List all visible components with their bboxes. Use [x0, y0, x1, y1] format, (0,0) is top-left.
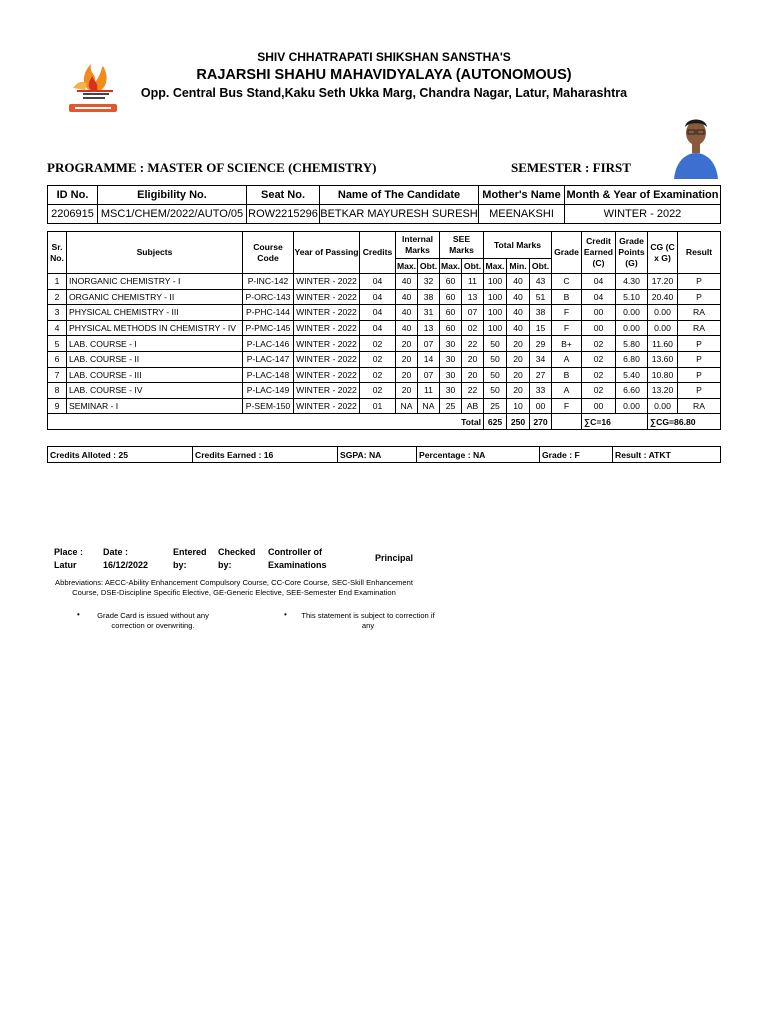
header-total-min: Min.	[507, 259, 530, 274]
grade-points: 4.30	[616, 274, 648, 290]
controller-label: Controller of	[268, 547, 322, 557]
total-obt: 27	[530, 367, 552, 383]
header-mothers-name: Mother's Name	[479, 186, 565, 205]
subject-name: LAB. COURSE - III	[67, 367, 243, 383]
sr-no: 1	[48, 274, 67, 290]
see-max: 30	[440, 351, 462, 367]
table-row	[48, 274, 721, 290]
table-row	[48, 336, 721, 352]
entered-by-label: Entered	[173, 547, 207, 557]
see-max: 25	[440, 398, 462, 414]
result: RA	[678, 398, 721, 414]
internal-max: 20	[396, 351, 418, 367]
year-of-passing: WINTER - 2022	[294, 383, 360, 399]
header-cg: CG (C x G)	[648, 232, 678, 274]
subject-name: LAB. COURSE - I	[67, 336, 243, 352]
cg: 20.40	[648, 289, 678, 305]
header-id-no: ID No.	[48, 186, 98, 205]
controller-block	[268, 546, 327, 572]
marks-table-body	[48, 274, 721, 430]
abbreviations-note: Abbreviations: AECC-Ability Enhancement Compulsory Course, CC-Core Course, SEC-Skill Enhancement Course, DSE-Discipline Specific Elective, GE-Generic Elective, SEE-Semester End Examination	[55, 578, 413, 597]
credits: 04	[360, 289, 396, 305]
student-info-header-row	[48, 186, 721, 205]
grade: C	[552, 274, 582, 290]
internal-obt: 31	[418, 305, 440, 321]
cg: 0.00	[648, 305, 678, 321]
marks-table-head	[48, 232, 721, 274]
total-obt: 15	[530, 320, 552, 336]
credits: 04	[360, 320, 396, 336]
principal-label: Principal	[375, 553, 414, 563]
grade: F	[552, 398, 582, 414]
internal-max: 20	[396, 336, 418, 352]
year-of-passing: WINTER - 2022	[294, 274, 360, 290]
grade-points: 5.40	[616, 367, 648, 383]
see-obt: 20	[462, 367, 484, 383]
result: P	[678, 274, 721, 290]
total-obt: 34	[530, 351, 552, 367]
marks-header-row-1	[48, 232, 721, 259]
year-of-passing: WINTER - 2022	[294, 320, 360, 336]
see-max: 30	[440, 367, 462, 383]
result: RA	[678, 305, 721, 321]
subject-name: PHYSICAL CHEMISTRY - III	[67, 305, 243, 321]
total-obt: 43	[530, 274, 552, 290]
date-value: 16/12/2022	[103, 560, 149, 570]
candidate-photo	[670, 109, 722, 179]
header-see-marks: SEE Marks	[440, 232, 484, 259]
correction-note: This statement is subject to correction if any	[301, 611, 435, 630]
sr-no: 3	[48, 305, 67, 321]
course-code: P-LAC-147	[243, 351, 294, 367]
date-label: Date :	[103, 547, 129, 557]
semester-title: SEMESTER : FIRST	[511, 160, 631, 175]
entered-by-block	[173, 546, 207, 572]
header-course-code: Course Code	[243, 232, 294, 274]
total-grade-blank	[552, 414, 582, 430]
internal-obt: 07	[418, 367, 440, 383]
subject-name: LAB. COURSE - IV	[67, 383, 243, 399]
internal-obt: 14	[418, 351, 440, 367]
grade: F	[552, 320, 582, 336]
cg: 0.00	[648, 320, 678, 336]
subject-name: ORGANIC CHEMISTRY - II	[67, 289, 243, 305]
grade: A	[552, 383, 582, 399]
internal-obt: NA	[418, 398, 440, 414]
total-obt: 51	[530, 289, 552, 305]
see-max: 60	[440, 320, 462, 336]
total-obt: 38	[530, 305, 552, 321]
grade-points: 5.80	[616, 336, 648, 352]
year-of-passing: WINTER - 2022	[294, 289, 360, 305]
seat-no-value: ROW2215296	[247, 205, 320, 224]
table-row	[48, 320, 721, 336]
credits: 02	[360, 383, 396, 399]
header-eligibility-no: Eligibility No.	[98, 186, 247, 205]
header-subjects: Subjects	[67, 232, 243, 274]
internal-obt: 32	[418, 274, 440, 290]
sr-no: 7	[48, 367, 67, 383]
grade: B+	[552, 336, 582, 352]
internal-max: 40	[396, 274, 418, 290]
credits: 04	[360, 274, 396, 290]
subject-name: INORGANIC CHEMISTRY - I	[67, 274, 243, 290]
header-internal-obt: Obt.	[418, 259, 440, 274]
see-max: 60	[440, 305, 462, 321]
table-row	[48, 398, 721, 414]
total-min: 20	[507, 383, 530, 399]
year-of-passing: WINTER - 2022	[294, 336, 360, 352]
table-row	[48, 289, 721, 305]
grade: F	[552, 305, 582, 321]
total-min: 20	[507, 351, 530, 367]
credit-earned: 02	[582, 383, 616, 399]
percentage: Percentage : NA	[417, 447, 540, 463]
grade: B	[552, 367, 582, 383]
eligibility-no-value: MSC1/CHEM/2022/AUTO/05	[98, 205, 247, 224]
total-max: 100	[484, 320, 507, 336]
final-grade: Grade : F	[540, 447, 613, 463]
checked-by-label: Checked	[218, 547, 256, 557]
header-credit-earned: Credit Earned (C)	[582, 232, 616, 274]
internal-max: 40	[396, 305, 418, 321]
total-max: 50	[484, 367, 507, 383]
course-code: P-LAC-146	[243, 336, 294, 352]
header-sr-no: Sr. No.	[48, 232, 67, 274]
total-min: 40	[507, 274, 530, 290]
credits-earned: Credits Earned : 16	[193, 447, 338, 463]
header-total-obt: Obt.	[530, 259, 552, 274]
grade-points: 0.00	[616, 320, 648, 336]
header-candidate-name: Name of The Candidate	[320, 186, 479, 205]
header-see-max: Max.	[440, 259, 462, 274]
see-obt: 02	[462, 320, 484, 336]
see-obt: 13	[462, 289, 484, 305]
course-code: P-LAC-148	[243, 367, 294, 383]
credit-earned: 02	[582, 336, 616, 352]
totals-row	[48, 414, 721, 430]
grade-points: 0.00	[616, 305, 648, 321]
total-min: 40	[507, 320, 530, 336]
header-total-max: Max.	[484, 259, 507, 274]
subject-name: PHYSICAL METHODS IN CHEMISTRY - IV	[67, 320, 243, 336]
total-min: 40	[507, 305, 530, 321]
header-year-of-passing: Year of Passing	[294, 232, 360, 274]
place-label: Place :	[54, 547, 84, 557]
header-total-marks: Total Marks	[484, 232, 552, 259]
total-max: 25	[484, 398, 507, 414]
student-info-value-row	[48, 205, 721, 224]
total-min: 20	[507, 367, 530, 383]
internal-max: 40	[396, 320, 418, 336]
table-row	[48, 351, 721, 367]
final-result: Result : ATKT	[613, 447, 721, 463]
grade-points: 6.60	[616, 383, 648, 399]
header-internal-marks: Internal Marks	[396, 232, 440, 259]
see-max: 60	[440, 274, 462, 290]
result: P	[678, 383, 721, 399]
header-grade: Grade	[552, 232, 582, 274]
year-of-passing: WINTER - 2022	[294, 398, 360, 414]
grade-points: 6.80	[616, 351, 648, 367]
see-obt: 20	[462, 351, 484, 367]
sr-no: 8	[48, 383, 67, 399]
see-max: 30	[440, 336, 462, 352]
summary-row	[48, 447, 721, 463]
result: P	[678, 336, 721, 352]
result: P	[678, 289, 721, 305]
header-see-obt: Obt.	[462, 259, 484, 274]
total-max: 50	[484, 351, 507, 367]
internal-max: 20	[396, 367, 418, 383]
year-of-passing: WINTER - 2022	[294, 367, 360, 383]
total-obt: 00	[530, 398, 552, 414]
see-max: 60	[440, 289, 462, 305]
year-of-passing: WINTER - 2022	[294, 305, 360, 321]
table-row	[48, 383, 721, 399]
id-no-value: 2206915	[48, 205, 98, 224]
grade-points: 0.00	[616, 398, 648, 414]
credit-earned: 02	[582, 351, 616, 367]
cg: 17.20	[648, 274, 678, 290]
credit-earned: 02	[582, 367, 616, 383]
total-max: 100	[484, 274, 507, 290]
credit-earned: 00	[582, 320, 616, 336]
cg: 13.20	[648, 383, 678, 399]
institution-society: SHIV CHHATRAPATI SHIKSHAN SANSTHA'S	[257, 50, 511, 64]
grade: A	[552, 351, 582, 367]
sgpa: SGPA: NA	[338, 447, 417, 463]
sum-cg: ∑CG=86.80	[648, 414, 721, 430]
course-code: P-LAC-149	[243, 383, 294, 399]
course-code: P-PHC-144	[243, 305, 294, 321]
bullet-icon: •	[284, 610, 287, 619]
programme-title: PROGRAMME : MASTER OF SCIENCE (CHEMISTRY)	[47, 160, 377, 175]
header-seat-no: Seat No.	[247, 186, 320, 205]
marks-table	[47, 231, 721, 430]
credit-earned: 00	[582, 398, 616, 414]
credits: 04	[360, 305, 396, 321]
checked-by-block	[218, 546, 256, 572]
total-min: 10	[507, 398, 530, 414]
course-code: P-PMC-145	[243, 320, 294, 336]
grade-card-note: Grade Card is issued without any correction or overwriting.	[97, 611, 209, 630]
result: P	[678, 351, 721, 367]
see-obt: 07	[462, 305, 484, 321]
header-result: Result	[678, 232, 721, 274]
internal-obt: 11	[418, 383, 440, 399]
year-of-passing: WINTER - 2022	[294, 351, 360, 367]
sr-no: 4	[48, 320, 67, 336]
sr-no: 9	[48, 398, 67, 414]
course-code: P-SEM-150	[243, 398, 294, 414]
student-info-table	[47, 185, 721, 224]
total-obt-sum: 270	[530, 414, 552, 430]
entered-by-suffix: by:	[173, 560, 187, 570]
total-obt: 33	[530, 383, 552, 399]
credits: 01	[360, 398, 396, 414]
course-code: P-INC-142	[243, 274, 294, 290]
checked-by-suffix: by:	[218, 560, 232, 570]
credits-alloted: Credits Alloted : 25	[48, 447, 193, 463]
sr-no: 6	[48, 351, 67, 367]
college-address: Opp. Central Bus Stand,Kaku Seth Ukka Marg, Chandra Nagar, Latur, Maharashtra	[140, 86, 628, 100]
candidate-name-value: BETKAR MAYURESH SURESH	[320, 205, 479, 224]
place-value: Latur	[54, 560, 77, 570]
header-exam-month-year: Month & Year of Examination	[565, 186, 721, 205]
see-obt: 22	[462, 336, 484, 352]
subject-name: SEMINAR - I	[67, 398, 243, 414]
credit-earned: 04	[582, 274, 616, 290]
cg: 13.60	[648, 351, 678, 367]
place-block	[54, 546, 83, 572]
sr-no: 2	[48, 289, 67, 305]
see-max: 30	[440, 383, 462, 399]
college-logo-icon	[67, 60, 119, 114]
header-credits: Credits	[360, 232, 396, 274]
total-max: 50	[484, 383, 507, 399]
header-internal-max: Max.	[396, 259, 418, 274]
subject-name: LAB. COURSE - II	[67, 351, 243, 367]
credits: 02	[360, 367, 396, 383]
credits: 02	[360, 351, 396, 367]
internal-max: 20	[396, 383, 418, 399]
grade-points: 5.10	[616, 289, 648, 305]
cg: 0.00	[648, 398, 678, 414]
total-label: Total	[48, 414, 484, 430]
exam-month-year-value: WINTER - 2022	[565, 205, 721, 224]
total-max: 100	[484, 289, 507, 305]
internal-obt: 07	[418, 336, 440, 352]
controller-suffix: Examinations	[268, 560, 327, 570]
internal-max: 40	[396, 289, 418, 305]
internal-max: NA	[396, 398, 418, 414]
result: RA	[678, 320, 721, 336]
grade: B	[552, 289, 582, 305]
see-obt: 11	[462, 274, 484, 290]
total-max-sum: 625	[484, 414, 507, 430]
total-min: 20	[507, 336, 530, 352]
sr-no: 5	[48, 336, 67, 352]
result-summary-table	[47, 446, 721, 463]
table-row	[48, 367, 721, 383]
cg: 11.60	[648, 336, 678, 352]
total-max: 50	[484, 336, 507, 352]
course-code: P-ORC-143	[243, 289, 294, 305]
header-grade-points: Grade Points (G)	[616, 232, 648, 274]
credits: 02	[360, 336, 396, 352]
internal-obt: 38	[418, 289, 440, 305]
total-min: 40	[507, 289, 530, 305]
see-obt: 22	[462, 383, 484, 399]
internal-obt: 13	[418, 320, 440, 336]
table-row	[48, 305, 721, 321]
total-min-sum: 250	[507, 414, 530, 430]
college-name: RAJARSHI SHAHU MAHAVIDYALAYA (AUTONOMOUS)	[196, 67, 572, 83]
result: P	[678, 367, 721, 383]
credit-earned: 04	[582, 289, 616, 305]
date-block	[103, 546, 148, 572]
see-obt: AB	[462, 398, 484, 414]
total-obt: 29	[530, 336, 552, 352]
total-max: 100	[484, 305, 507, 321]
bullet-icon: •	[77, 610, 80, 619]
mothers-name-value: MEENAKSHI	[479, 205, 565, 224]
sum-credits: ∑C=16	[582, 414, 648, 430]
credit-earned: 00	[582, 305, 616, 321]
cg: 10.80	[648, 367, 678, 383]
